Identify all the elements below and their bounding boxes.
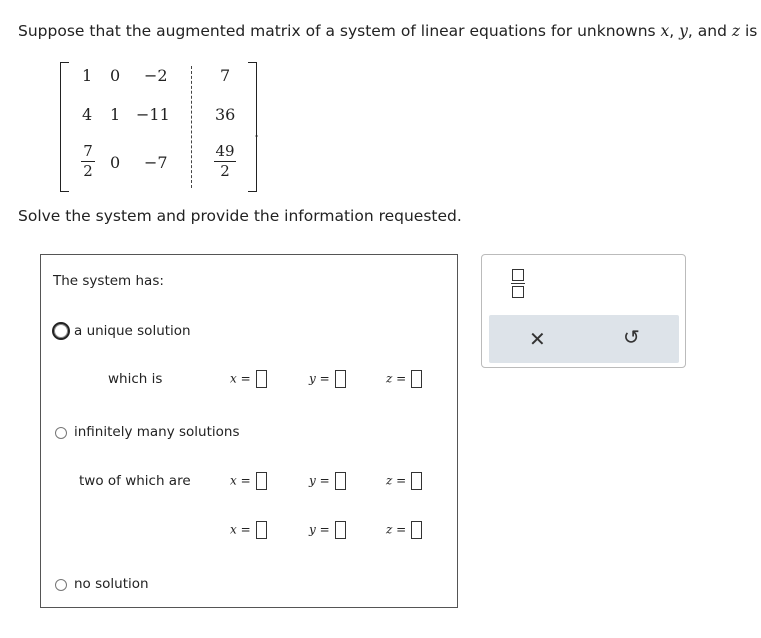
equals-sign: = [319, 522, 330, 537]
matrix-cell: −7 [144, 153, 168, 172]
answer-panel [40, 254, 458, 608]
fraction-numerator: 7 [83, 142, 93, 160]
matrix-cell: 4 [82, 105, 93, 124]
matrix-cell: 36 [215, 105, 236, 124]
prompt-text-end: is [740, 22, 758, 40]
z-var: z [386, 473, 393, 488]
fraction-icon[interactable] [512, 269, 524, 303]
undo-icon[interactable]: ↺ [623, 325, 640, 349]
math-tools-panel [481, 254, 686, 368]
prompt-text: Suppose that the augmented matrix of a system of linear equations for unknowns [18, 22, 661, 40]
augmented-matrix [60, 60, 260, 192]
equals-sign: = [396, 522, 407, 537]
prompt-sep: , and [687, 22, 732, 40]
fraction-numerator: 49 [215, 142, 235, 160]
infinite1-z-field [386, 472, 422, 490]
radio-infinitely-many[interactable] [55, 427, 67, 439]
question-prompt [18, 22, 757, 40]
infinite2-x-input[interactable] [256, 521, 267, 539]
var-y: y [679, 22, 688, 40]
infinite-sub-label: two of which are [79, 473, 191, 489]
z-var: z [386, 522, 393, 537]
var-z: z [731, 22, 741, 40]
instruction-text: Solve the system and provide the information requested. [18, 207, 462, 225]
equals-sign: = [240, 473, 251, 488]
y-var: y [309, 473, 316, 488]
matrix-cell: 1 [82, 66, 93, 85]
equals-sign: = [319, 473, 330, 488]
infinite2-y-field [309, 521, 346, 539]
radio-no-solution[interactable] [55, 579, 67, 591]
equals-sign: = [396, 473, 407, 488]
x-var: x [230, 473, 237, 488]
infinite1-x-field [230, 472, 267, 490]
z-var: z [386, 371, 393, 386]
infinite1-z-input[interactable] [411, 472, 422, 490]
x-var: x [230, 522, 237, 537]
prompt-sep: , [669, 22, 680, 40]
infinite1-x-input[interactable] [256, 472, 267, 490]
infinite2-y-input[interactable] [335, 521, 346, 539]
tools-toolbar [489, 315, 679, 363]
equals-sign: = [396, 371, 407, 386]
var-x: x [660, 22, 670, 40]
matrix-cell: 7 [220, 66, 231, 85]
fraction-denominator: 2 [220, 162, 230, 180]
x-var: x [230, 371, 237, 386]
infinite2-x-field [230, 521, 267, 539]
y-var: y [309, 522, 316, 537]
y-var: y [309, 371, 316, 386]
matrix-cell: 0 [110, 66, 121, 85]
answer-heading: The system has: [53, 273, 164, 289]
radio-unique-solution[interactable] [52, 322, 70, 340]
unique-sub-label: which is [108, 371, 163, 387]
infinite2-z-field [386, 521, 422, 539]
fraction-denominator: 2 [83, 162, 93, 180]
matrix-fraction [214, 143, 236, 180]
infinitely-many-label: infinitely many solutions [74, 424, 240, 440]
equals-sign: = [319, 371, 330, 386]
unique-x-input[interactable] [256, 370, 267, 388]
matrix-fraction [81, 143, 95, 180]
matrix-cell: −2 [144, 66, 168, 85]
matrix-cell: 1 [110, 105, 121, 124]
unique-z-field [386, 370, 422, 388]
unique-solution-label: a unique solution [74, 323, 191, 339]
unique-y-field [309, 370, 346, 388]
equals-sign: = [240, 371, 251, 386]
infinite2-z-input[interactable] [411, 521, 422, 539]
unique-y-input[interactable] [335, 370, 346, 388]
clear-x-icon[interactable]: ✕ [529, 327, 546, 351]
no-solution-label: no solution [74, 576, 149, 592]
matrix-period: . [254, 122, 260, 141]
matrix-cell: 0 [110, 153, 121, 172]
unique-x-field [230, 370, 267, 388]
augment-divider [191, 66, 192, 188]
matrix-cell: −11 [136, 105, 170, 124]
infinite1-y-field [309, 472, 346, 490]
unique-z-input[interactable] [411, 370, 422, 388]
matrix-left-bracket [60, 62, 69, 192]
infinite1-y-input[interactable] [335, 472, 346, 490]
equals-sign: = [240, 522, 251, 537]
